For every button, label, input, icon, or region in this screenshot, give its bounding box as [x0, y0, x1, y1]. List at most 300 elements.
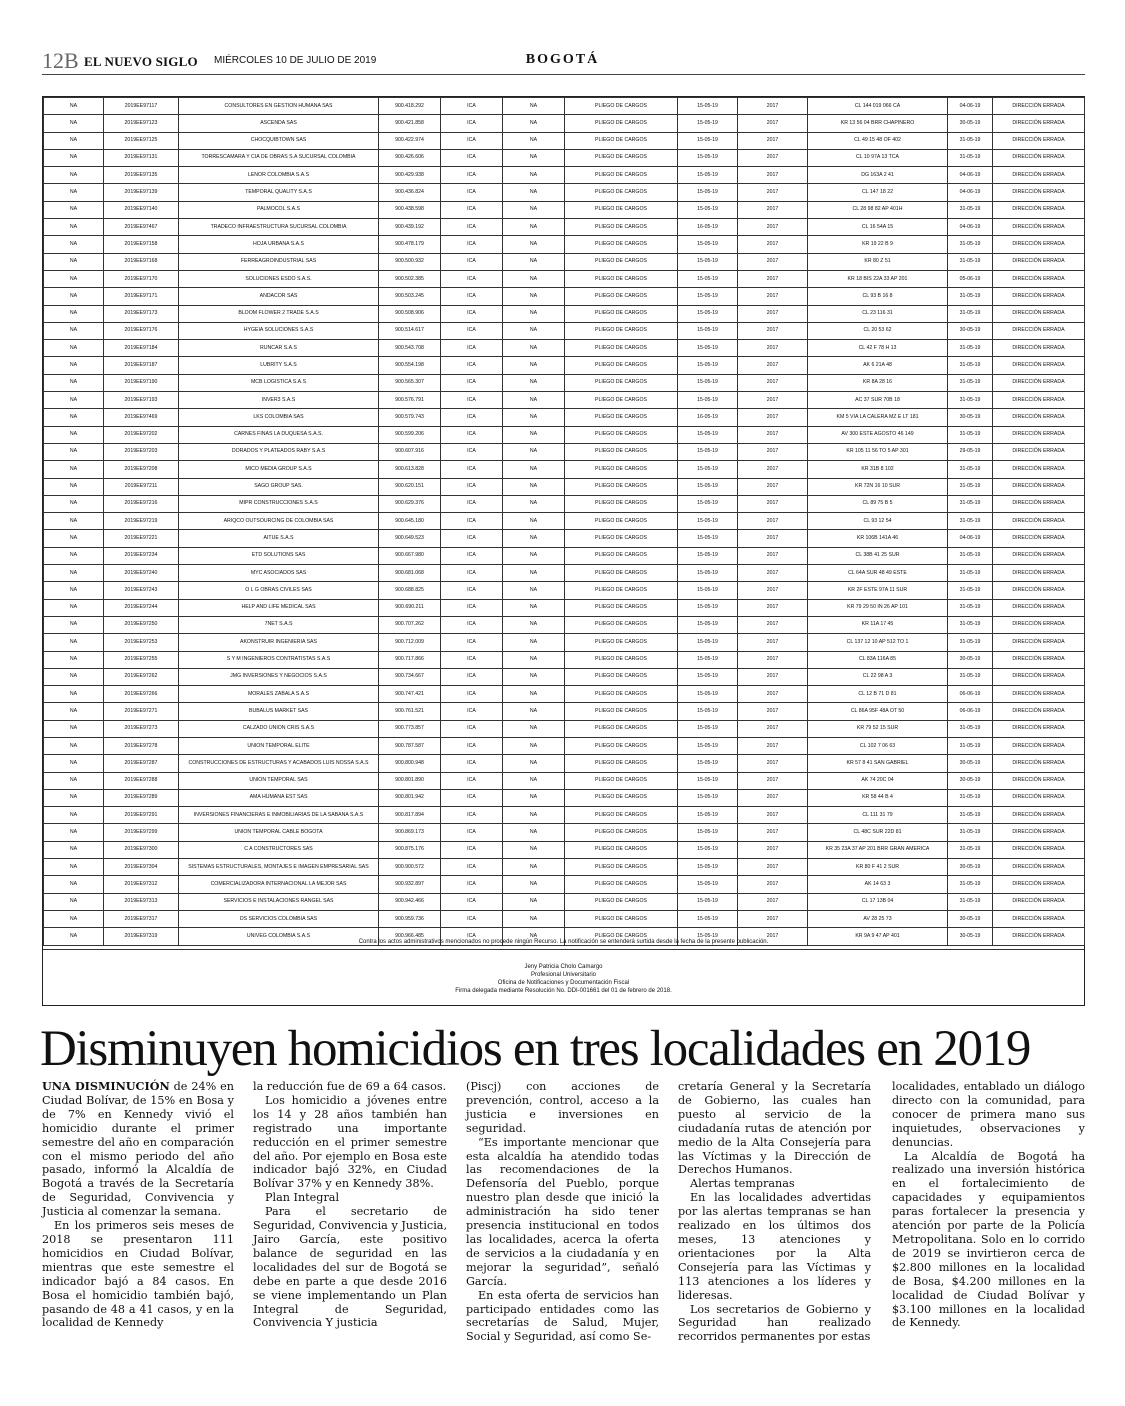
table-cell: 30-05-19 — [948, 115, 993, 132]
table-cell: 31-05-19 — [948, 616, 993, 633]
table-row — [44, 98, 1085, 115]
table-cell: 2019EE97211 — [104, 478, 179, 495]
table-cell: DIRECCIÓN ERRADA — [993, 443, 1085, 460]
table-cell: 900.932.897 — [379, 876, 441, 893]
table-cell: NA — [44, 910, 104, 927]
table-cell: 900.579.743 — [379, 409, 441, 426]
table-cell: 06-06-19 — [948, 703, 993, 720]
table-cell: NA — [44, 392, 104, 409]
table-cell: 15-05-19 — [678, 565, 738, 582]
table-cell: 16-05-19 — [678, 219, 738, 236]
table-cell: PLIEGO DE CARGOS — [565, 322, 678, 339]
table-cell: 2019EE97266 — [104, 686, 179, 703]
table-cell: LKS COLOMBIA SAS — [179, 409, 379, 426]
table-cell: 31-05-19 — [948, 582, 993, 599]
table-cell: 2019EE97187 — [104, 357, 179, 374]
table-cell: PLIEGO DE CARGOS — [565, 737, 678, 754]
table-cell: CL 144 019 066 CA — [808, 98, 948, 115]
table-cell: NA — [44, 270, 104, 287]
table-cell: 2019EE97117 — [104, 98, 179, 115]
table-cell: DIRECCIÓN ERRADA — [993, 167, 1085, 184]
table-row — [44, 876, 1085, 893]
table-cell: ICA — [441, 115, 503, 132]
table-cell: HELP AND LIFE MEDICAL SAS — [179, 599, 379, 616]
subheading: Plan Integral — [265, 1191, 340, 1205]
table-row — [44, 910, 1085, 927]
table-cell: 2017 — [738, 115, 808, 132]
table-row — [44, 824, 1085, 841]
table-cell: DIRECCIÓN ERRADA — [993, 668, 1085, 685]
table-cell: UNION TEMPORAL CABLE BOGOTA — [179, 824, 379, 841]
table-cell: 15-05-19 — [678, 547, 738, 564]
table-cell: 30-05-19 — [948, 928, 993, 945]
table-cell: 31-05-19 — [948, 841, 993, 858]
table-cell: 15-05-19 — [678, 340, 738, 357]
table-cell: AK 74 20C 04 — [808, 772, 948, 789]
table-cell: UNION TEMPORAL ELITE — [179, 737, 379, 754]
table-cell: 2017 — [738, 270, 808, 287]
table-cell: KR 57 8 41 SAN GABRIEL — [808, 755, 948, 772]
table-cell: ICA — [441, 668, 503, 685]
table-cell: CHOCQUIBTOWN SAS — [179, 132, 379, 149]
table-cell: PLIEGO DE CARGOS — [565, 859, 678, 876]
table-row — [44, 115, 1085, 132]
table-cell: DIRECCIÓN ERRADA — [993, 599, 1085, 616]
table-cell: NA — [44, 149, 104, 166]
table-cell: NA — [503, 530, 565, 547]
table-cell: PLIEGO DE CARGOS — [565, 634, 678, 651]
table-cell: SAGO GROUP SAS. — [179, 478, 379, 495]
table-cell: KR 58 44 B 4 — [808, 789, 948, 806]
table-cell: NA — [503, 201, 565, 218]
table-cell: NA — [44, 859, 104, 876]
table-cell: 31-05-19 — [948, 305, 993, 322]
table-cell: 900.503.245 — [379, 288, 441, 305]
table-cell: 900.438.598 — [379, 201, 441, 218]
paragraph: la reducción fue de 69 a 64 casos. — [253, 1080, 447, 1093]
article-headline: Disminuyen homicidios en tres localidades en 2019 — [40, 1021, 1031, 1077]
table-cell: CL 49 15 48 OF 402 — [808, 132, 948, 149]
table-cell: 900.747.421 — [379, 686, 441, 703]
table-cell: NA — [503, 755, 565, 772]
table-cell: ICA — [441, 443, 503, 460]
table-cell: 15-05-19 — [678, 772, 738, 789]
table-cell: ICA — [441, 893, 503, 910]
article-column-3 — [466, 1080, 659, 1344]
table-cell: NA — [44, 236, 104, 253]
table-cell: 2019EE97125 — [104, 132, 179, 149]
table-cell: DIRECCIÓN ERRADA — [993, 686, 1085, 703]
table-cell: 2017 — [738, 132, 808, 149]
table-cell: 2017 — [738, 167, 808, 184]
table-cell: 2019EE97140 — [104, 201, 179, 218]
table-cell: 900.620.151 — [379, 478, 441, 495]
table-cell: PLIEGO DE CARGOS — [565, 720, 678, 737]
table-cell: S Y M INGENIEROS CONTRATISTAS S.A.S — [179, 651, 379, 668]
table-cell: PLIEGO DE CARGOS — [565, 928, 678, 945]
table-cell: 15-05-19 — [678, 115, 738, 132]
subheading: Alertas tempranas — [690, 1177, 795, 1191]
table-cell: NA — [503, 686, 565, 703]
paragraph: de 24% en Ciudad Bolívar, de 15% en Bosa y de 7% en Kennedy vivió el homicidio durante el primer semestre del año en comparación con el mismo periodo del año pasado, informó la Alcaldía de Bogotá a través de la Secretaría de Seguridad, Convivencia y Justicia al comenzar la semana. — [42, 1080, 234, 1219]
table-cell: ICA — [441, 184, 503, 201]
table-cell: 2017 — [738, 789, 808, 806]
table-cell: TRADECO INFRAESTRUCTURA SUCURSAL COLOMBIA — [179, 219, 379, 236]
table-cell: PLIEGO DE CARGOS — [565, 547, 678, 564]
table-cell: PLIEGO DE CARGOS — [565, 513, 678, 530]
table-cell: NA — [503, 98, 565, 115]
table-cell: KR 18 BIS 22A 33 AP 201 — [808, 270, 948, 287]
table-cell: 2017 — [738, 772, 808, 789]
table-row — [44, 184, 1085, 201]
table-cell: UNION TEMPORAL SAS — [179, 772, 379, 789]
table-cell: NA — [503, 149, 565, 166]
table-cell: PLIEGO DE CARGOS — [565, 478, 678, 495]
table-cell: HYGEIA SOLUCIONES S.A.S — [179, 322, 379, 339]
table-cell: ASCENDA SAS — [179, 115, 379, 132]
table-cell: NA — [503, 305, 565, 322]
table-cell: KR 31B 8 102 — [808, 461, 948, 478]
table-cell: 900.422.974 — [379, 132, 441, 149]
table-cell: ICA — [441, 807, 503, 824]
table-cell: 15-05-19 — [678, 841, 738, 858]
table-cell: DIRECCIÓN ERRADA — [993, 253, 1085, 270]
paragraph: Los homicidio a jóvenes entre los 14 y 28 años también han registrado una importante reducción en el primer semestre del año. Por ejemplo en Bosa este indicador bajó 32%, en Ciudad Bolívar 37% y en Kennedy 38%. — [253, 1093, 447, 1191]
table-cell: NA — [503, 167, 565, 184]
table-cell: 15-05-19 — [678, 374, 738, 391]
table-cell: DIRECCIÓN ERRADA — [993, 132, 1085, 149]
table-cell: PLIEGO DE CARGOS — [565, 167, 678, 184]
table-cell: PLIEGO DE CARGOS — [565, 149, 678, 166]
article-column-1 — [42, 1080, 234, 1330]
table-cell: 2017 — [738, 686, 808, 703]
table-cell: DIRECCIÓN ERRADA — [993, 824, 1085, 841]
table-cell: 2019EE97253 — [104, 634, 179, 651]
table-cell: DIRECCIÓN ERRADA — [993, 859, 1085, 876]
table-cell: 2019EE97170 — [104, 270, 179, 287]
table-cell: ICA — [441, 686, 503, 703]
table-cell: NA — [503, 703, 565, 720]
table-cell: 2017 — [738, 236, 808, 253]
table-cell: KR 80 F 41 2 SUR — [808, 859, 948, 876]
table-cell: BUBALUS MARKET SAS — [179, 703, 379, 720]
table-cell: ICA — [441, 513, 503, 530]
table-cell: 2017 — [738, 582, 808, 599]
table-cell: CL 111 31 79 — [808, 807, 948, 824]
table-cell: 2017 — [738, 426, 808, 443]
table-cell: ICA — [441, 461, 503, 478]
table-cell: 900.942.466 — [379, 893, 441, 910]
table-cell: 31-05-19 — [948, 236, 993, 253]
table-cell: 15-05-19 — [678, 305, 738, 322]
table-cell: 15-05-19 — [678, 720, 738, 737]
table-cell: 15-05-19 — [678, 824, 738, 841]
table-cell: DIRECCIÓN ERRADA — [993, 219, 1085, 236]
table-row — [44, 167, 1085, 184]
table-cell: DIRECCIÓN ERRADA — [993, 98, 1085, 115]
table-cell: 900.508.906 — [379, 305, 441, 322]
table-cell: NA — [44, 201, 104, 218]
table-cell: NA — [503, 599, 565, 616]
table-cell: 2017 — [738, 824, 808, 841]
table-cell: CL 147 18 22 — [808, 184, 948, 201]
table-cell: NA — [503, 859, 565, 876]
table-cell: 900.421.858 — [379, 115, 441, 132]
table-cell: INVERSIONES FINANCIERAS E INMOBILIARIAS DE LA SABANA S.A.S — [179, 807, 379, 824]
table-cell: 900.426.606 — [379, 149, 441, 166]
table-cell: 04-06-19 — [948, 167, 993, 184]
table-cell: INVER3 S.A.S — [179, 392, 379, 409]
table-cell: 15-05-19 — [678, 357, 738, 374]
table-cell: NA — [44, 565, 104, 582]
table-cell: NA — [503, 340, 565, 357]
table-cell: DIRECCIÓN ERRADA — [993, 530, 1085, 547]
table-cell: ICA — [441, 841, 503, 858]
table-cell: NA — [44, 582, 104, 599]
table-cell: 15-05-19 — [678, 668, 738, 685]
table-cell: NA — [44, 322, 104, 339]
table-cell: 2019EE97193 — [104, 392, 179, 409]
table-cell: 900.439.192 — [379, 219, 441, 236]
table-cell: 15-05-19 — [678, 686, 738, 703]
table-cell: NA — [503, 288, 565, 305]
table-cell: 2017 — [738, 461, 808, 478]
table-cell: 2019EE97123 — [104, 115, 179, 132]
table-cell: 2019EE97313 — [104, 893, 179, 910]
table-cell: CL 17 13B 04 — [808, 893, 948, 910]
table-row — [44, 322, 1085, 339]
table-cell: CL 137 12 10 AP 512 TO 1 — [808, 634, 948, 651]
table-cell: NA — [503, 495, 565, 512]
table-cell: LUBRITY S.A.S — [179, 357, 379, 374]
table-cell: ICA — [441, 409, 503, 426]
table-cell: 2019EE97250 — [104, 616, 179, 633]
table-cell: NA — [503, 582, 565, 599]
table-cell: 31-05-19 — [948, 461, 993, 478]
table-cell: CL 64A SUR 48 49 ESTE — [808, 565, 948, 582]
table-cell: AV 28 25 73 — [808, 910, 948, 927]
table-cell: 04-06-19 — [948, 98, 993, 115]
table-cell: NA — [44, 789, 104, 806]
table-cell: PLIEGO DE CARGOS — [565, 288, 678, 305]
table-cell: ICA — [441, 167, 503, 184]
table-cell: DIRECCIÓN ERRADA — [993, 426, 1085, 443]
table-cell: KR 105 11 56 TO 5 AP 301 — [808, 443, 948, 460]
table-cell: CL 89 75 B 5 — [808, 495, 948, 512]
table-cell: DIRECCIÓN ERRADA — [993, 772, 1085, 789]
table-cell: 900.667.980 — [379, 547, 441, 564]
table-cell: DIRECCIÓN ERRADA — [993, 807, 1085, 824]
table-cell: AKONSTRUIR INGENIERIA SAS — [179, 634, 379, 651]
table-row — [44, 409, 1085, 426]
table-cell: NA — [44, 772, 104, 789]
table-cell: DIRECCIÓN ERRADA — [993, 876, 1085, 893]
table-cell: CL 20 53 62 — [808, 322, 948, 339]
table-cell: 900.629.376 — [379, 495, 441, 512]
table-cell: 900.554.198 — [379, 357, 441, 374]
table-cell: CARNES FINAS LA DUQUESA S.A.S. — [179, 426, 379, 443]
table-cell: ICA — [441, 288, 503, 305]
signer-name: Jeny Patricia Cholo Camargo — [524, 964, 603, 970]
table-row — [44, 392, 1085, 409]
table-row — [44, 357, 1085, 374]
table-cell: 15-05-19 — [678, 893, 738, 910]
table-cell: 15-05-19 — [678, 582, 738, 599]
table-cell: LENOR COLOMBIA S.A.S — [179, 167, 379, 184]
table-cell: NA — [44, 461, 104, 478]
table-cell: CL 48C SUR 22D 81 — [808, 824, 948, 841]
table-cell: NA — [44, 651, 104, 668]
table-cell: NA — [503, 270, 565, 287]
table-cell: DIRECCIÓN ERRADA — [993, 547, 1085, 564]
table-cell: 2019EE97243 — [104, 582, 179, 599]
table-cell: ICA — [441, 547, 503, 564]
table-cell: 900.801.942 — [379, 789, 441, 806]
table-cell: 31-05-19 — [948, 374, 993, 391]
table-row — [44, 374, 1085, 391]
table-cell: 2019EE97202 — [104, 426, 179, 443]
table-row — [44, 547, 1085, 564]
table-cell: ANDACOR SAS — [179, 288, 379, 305]
table-cell: 30-05-19 — [948, 409, 993, 426]
table-row — [44, 616, 1085, 633]
table-cell: 31-05-19 — [948, 426, 993, 443]
table-cell: ICA — [441, 772, 503, 789]
table-cell: 31-05-19 — [948, 149, 993, 166]
table-cell: 900.801.890 — [379, 772, 441, 789]
table-cell: PLIEGO DE CARGOS — [565, 841, 678, 858]
table-cell: 2017 — [738, 876, 808, 893]
table-cell: 2017 — [738, 807, 808, 824]
table-cell: PLIEGO DE CARGOS — [565, 789, 678, 806]
table-row — [44, 513, 1085, 530]
table-cell: 15-05-19 — [678, 149, 738, 166]
table-cell: 2017 — [738, 409, 808, 426]
table-cell: NA — [44, 184, 104, 201]
table-cell: 2019EE97158 — [104, 236, 179, 253]
table-cell: CL 42 F 78 H 13 — [808, 340, 948, 357]
table-cell: NA — [44, 132, 104, 149]
table-cell: 2019EE97208 — [104, 461, 179, 478]
table-row — [44, 651, 1085, 668]
table-cell: MYC ASOCIADOS SAS — [179, 565, 379, 582]
table-cell: SISTEMAS ESTRUCTURALES, MONTAJES E IMAGEN EMPRESARIAL SAS — [179, 859, 379, 876]
table-cell: KM 5 VIA LA CALERA MZ E LT 181 — [808, 409, 948, 426]
table-cell: DIRECCIÓN ERRADA — [993, 461, 1085, 478]
table-row — [44, 720, 1085, 737]
table-cell: 15-05-19 — [678, 651, 738, 668]
table-cell: 2019EE97289 — [104, 789, 179, 806]
table-cell: PLIEGO DE CARGOS — [565, 461, 678, 478]
table-cell: PLIEGO DE CARGOS — [565, 582, 678, 599]
table-cell: 15-05-19 — [678, 98, 738, 115]
table-row — [44, 703, 1085, 720]
table-cell: DIRECCIÓN ERRADA — [993, 149, 1085, 166]
table-cell: KR 80 Z 51 — [808, 253, 948, 270]
table-cell: NA — [44, 98, 104, 115]
table-cell: CL 83A 116A 85 — [808, 651, 948, 668]
table-cell: 900.787.587 — [379, 737, 441, 754]
table-row — [44, 132, 1085, 149]
table-cell: 2017 — [738, 340, 808, 357]
table-cell: NA — [44, 513, 104, 530]
table-cell: NA — [503, 374, 565, 391]
table-cell: NA — [503, 115, 565, 132]
table-cell: ICA — [441, 634, 503, 651]
table-cell: 2019EE97135 — [104, 167, 179, 184]
table-cell: DIRECCIÓN ERRADA — [993, 236, 1085, 253]
table-cell: DIRECCIÓN ERRADA — [993, 305, 1085, 322]
table-cell: 30-05-19 — [948, 772, 993, 789]
table-cell: BLOOM FLOWER 2 TRADE S.A.S — [179, 305, 379, 322]
table-cell: PLIEGO DE CARGOS — [565, 668, 678, 685]
table-cell: 900.707.262 — [379, 616, 441, 633]
table-cell: KR 79 52 15 SUR — [808, 720, 948, 737]
table-cell: 15-05-19 — [678, 599, 738, 616]
table-cell: 15-05-19 — [678, 703, 738, 720]
table-cell: 31-05-19 — [948, 893, 993, 910]
table-cell: NA — [503, 253, 565, 270]
table-cell: 2017 — [738, 98, 808, 115]
table-cell: 04-06-19 — [948, 219, 993, 236]
table-cell: DIRECCIÓN ERRADA — [993, 357, 1085, 374]
table-cell: DIRECCIÓN ERRADA — [993, 201, 1085, 218]
table-cell: NA — [503, 910, 565, 927]
table-cell: 900.966.485 — [379, 928, 441, 945]
lead-word: UNA DISMINUCIÓN — [42, 1079, 170, 1093]
table-row — [44, 772, 1085, 789]
table-cell: 2017 — [738, 478, 808, 495]
table-cell: CL 12 B 71 D 81 — [808, 686, 948, 703]
table-cell: 31-05-19 — [948, 720, 993, 737]
table-cell: ICA — [441, 616, 503, 633]
table-cell: 15-05-19 — [678, 910, 738, 927]
table-row — [44, 582, 1085, 599]
table-cell: 900.875.176 — [379, 841, 441, 858]
table-cell: 2017 — [738, 668, 808, 685]
table-cell: MCB LOGISTICA S.A.S — [179, 374, 379, 391]
table-cell: KR 72N 16 10 SUR — [808, 478, 948, 495]
table-cell: 2019EE97171 — [104, 288, 179, 305]
table-cell: COMERCIALIZADORA INTERNACIONAL LA MEJOR SAS — [179, 876, 379, 893]
table-cell: NA — [44, 824, 104, 841]
signer-role: Profesional Universitario — [530, 972, 597, 979]
table-row — [44, 201, 1085, 218]
table-row — [44, 634, 1085, 651]
table-cell: PLIEGO DE CARGOS — [565, 495, 678, 512]
table-cell: 2019EE97300 — [104, 841, 179, 858]
table-cell: 2019EE97255 — [104, 651, 179, 668]
table-cell: NA — [44, 841, 104, 858]
table-cell: 2017 — [738, 651, 808, 668]
table-cell: 04-06-19 — [948, 184, 993, 201]
table-cell: NA — [503, 634, 565, 651]
table-cell: PLIEGO DE CARGOS — [565, 340, 678, 357]
table-cell: AK 6 21A 48 — [808, 357, 948, 374]
table-cell: ICA — [441, 720, 503, 737]
table-cell: 2019EE97244 — [104, 599, 179, 616]
table-cell: ICA — [441, 374, 503, 391]
article-column-2 — [253, 1080, 447, 1330]
table-cell: 31-05-19 — [948, 547, 993, 564]
table-cell: 30-05-19 — [948, 755, 993, 772]
table-cell: 31-05-19 — [948, 668, 993, 685]
table-cell: UNIVEG COLOMBIA S.A.S — [179, 928, 379, 945]
table-cell: DIRECCIÓN ERRADA — [993, 703, 1085, 720]
table-cell: 2017 — [738, 495, 808, 512]
table-row — [44, 478, 1085, 495]
paragraph: “Es importante mencionar que esta alcaldía ha atendido todas las recomendaciones de la Defensoría del Pueblo, porque nuestro plan desde que inició la administración ha sido tener presencia institucional en todos las localidades, acerca la oferta de servicios a la ciudadanía y en mejorar la seguridad”, señaló García. — [466, 1135, 659, 1288]
